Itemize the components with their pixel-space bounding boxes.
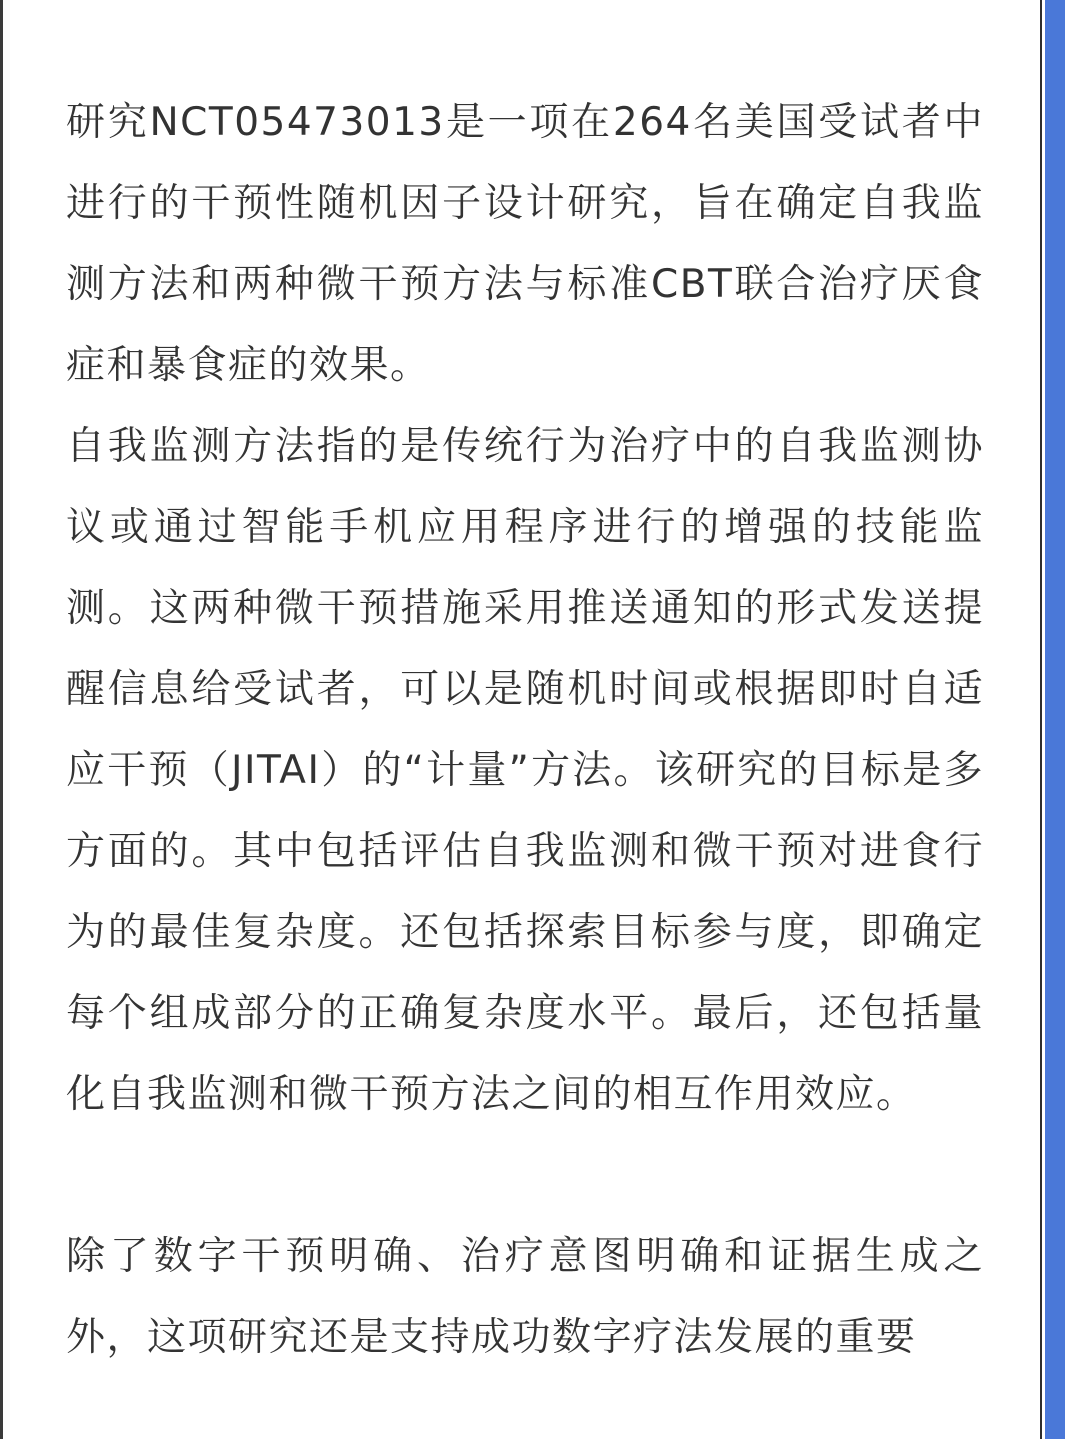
- paragraph-study-overview: 研究NCT05473013是一项在264名美国受试者中进行的干预性随机因子设计研究，旨在确定自我监测方法和两种微干预方法与标准CBT联合治疗厌食症和暴食症的效果。: [66, 100, 984, 388]
- scrollbar-track[interactable]: [1045, 0, 1065, 1439]
- paragraph-methods-and-goals: 自我监测方法指的是传统行为治疗中的自我监测协议或通过智能手机应用程序进行的增强的技能监测。这两种微干预措施采用推送通知的形式发送提醒信息给受试者，可以是随机时间或根据即时自适应干预（JITAI）的“计量”方法。该研究的目标是多方面的。其中包括评估自我监测和微干预对进食行为的最佳复杂度。还包括探索目标参与度，即确定每个组成部分的正确复杂度水平。最后，还包括量化自我监测和微干预方法之间的相互作用效应。: [66, 424, 984, 1117]
- paragraph-significance: 除了数字干预明确、治疗意图明确和证据生成之外，这项研究还是支持成功数字疗法发展的重要: [66, 1234, 984, 1360]
- right-divider: [1040, 0, 1042, 1439]
- article-body: [66, 82, 984, 1378]
- left-border: [0, 0, 3, 1439]
